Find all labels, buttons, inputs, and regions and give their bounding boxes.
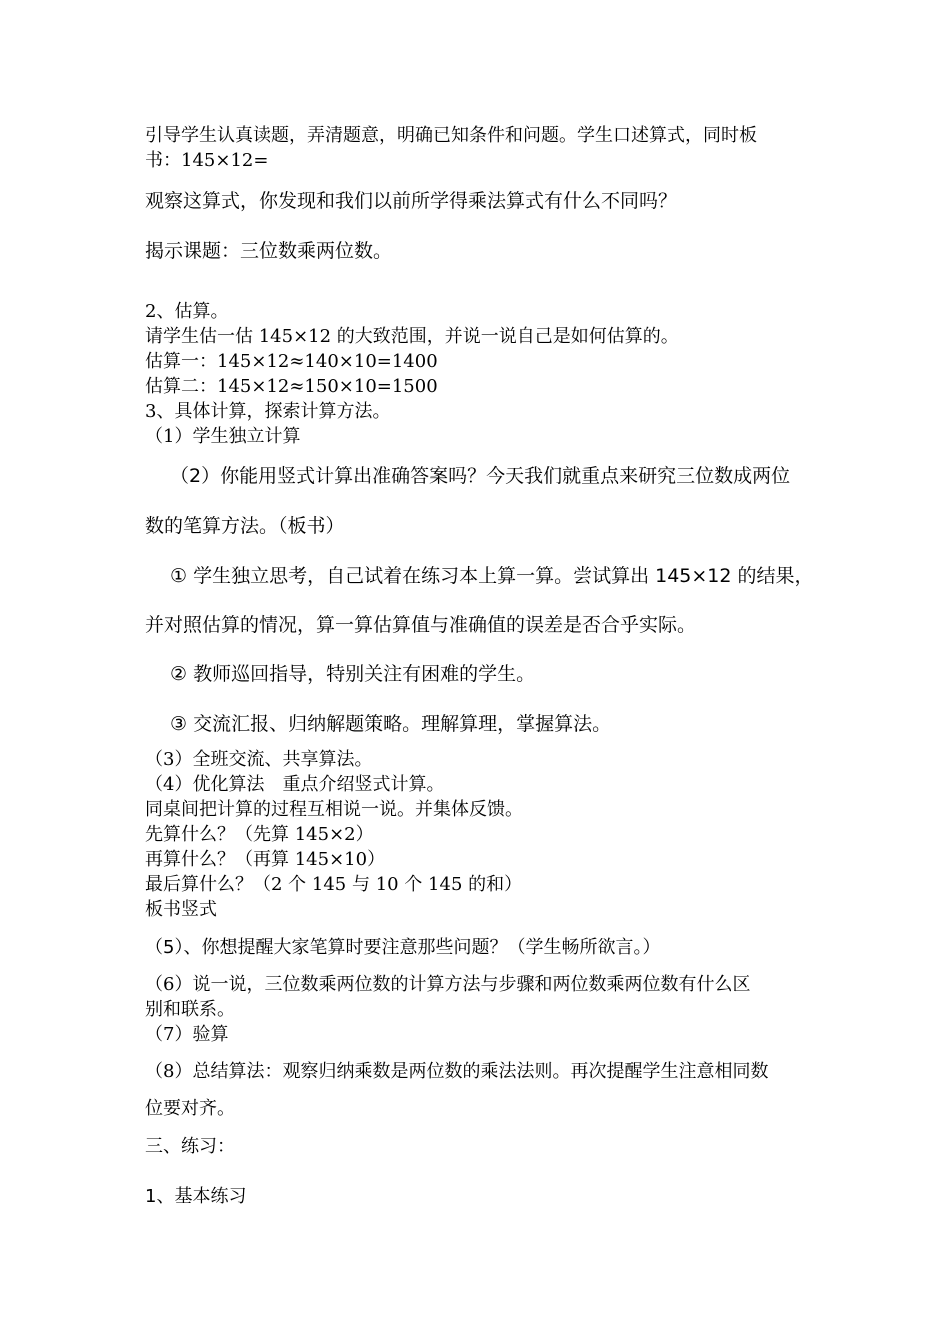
step-3: （3）全班交流、共享算法。	[145, 749, 373, 770]
then-compute: 再算什么？（再算 145×10）	[145, 849, 386, 870]
section-estimate-heading: 2、估算。	[145, 301, 229, 322]
step-8-line-1: （8）总结算法：观察归纳乘数是两位数的乘法法则。再次提醒学生注意相同数	[145, 1061, 769, 1082]
basic-practice: 1、基本练习	[145, 1186, 247, 1207]
step-7: （7）验算	[145, 1024, 229, 1045]
substep-2: ② 教师巡回指导，特别关注有困难的学生。	[170, 663, 536, 685]
step-5: （5）、你想提醒大家笔算时要注意那些问题？（学生畅所欲言。）	[145, 937, 661, 958]
step-2-line-1: （2）你能用竖式计算出准确答案吗？今天我们就重点来研究三位数成两位	[170, 465, 791, 487]
board-vertical-form: 板书竖式	[145, 899, 217, 920]
first-compute: 先算什么？（先算 145×2）	[145, 824, 374, 845]
step-2-line-2: 数的笔算方法。（板书）	[145, 515, 345, 537]
intro-line-1: 引导学生认真读题，弄清题意，明确已知条件和问题。学生口述算式，同时板	[145, 125, 757, 146]
substep-1-line-1: ① 学生独立思考，自己试着在练习本上算一算。尝试算出 145×12 的结果，	[170, 565, 814, 587]
peer-discussion: 同桌间把计算的过程互相说一说。并集体反馈。	[145, 799, 523, 820]
observe-question: 观察这算式，你发现和我们以前所学得乘法算式有什么不同吗？	[145, 190, 678, 212]
step-1: （1）学生独立计算	[145, 426, 301, 447]
last-compute: 最后算什么？（2 个 145 与 10 个 145 的和）	[145, 874, 523, 895]
section-calculation-heading: 3、具体计算，探索计算方法。	[145, 401, 391, 422]
section-practice-heading: 三、练习：	[145, 1136, 235, 1157]
estimate-two: 估算二：145×12≈150×10=1500	[145, 376, 438, 397]
substep-1-line-2: 并对照估算的情况，算一算估算值与准确值的误差是否合乎实际。	[145, 614, 697, 636]
step-8-line-2: 位要对齐。	[145, 1098, 235, 1119]
lesson-topic: 揭示课题：三位数乘两位数。	[145, 240, 393, 262]
step-6-line-2: 别和联系。	[145, 999, 235, 1020]
intro-line-2: 书：145×12=	[145, 150, 269, 171]
estimate-instruction: 请学生估一估 145×12 的大致范围，并说一说自己是如何估算的。	[145, 326, 679, 347]
estimate-one: 估算一：145×12≈140×10=1400	[145, 351, 438, 372]
step-4: （4）优化算法 重点介绍竖式计算。	[145, 774, 445, 795]
substep-3: ③ 交流汇报、归纳解题策略。理解算理，掌握算法。	[170, 713, 612, 735]
step-6-line-1: （6）说一说，三位数乘两位数的计算方法与步骤和两位数乘两位数有什么区	[145, 974, 751, 995]
